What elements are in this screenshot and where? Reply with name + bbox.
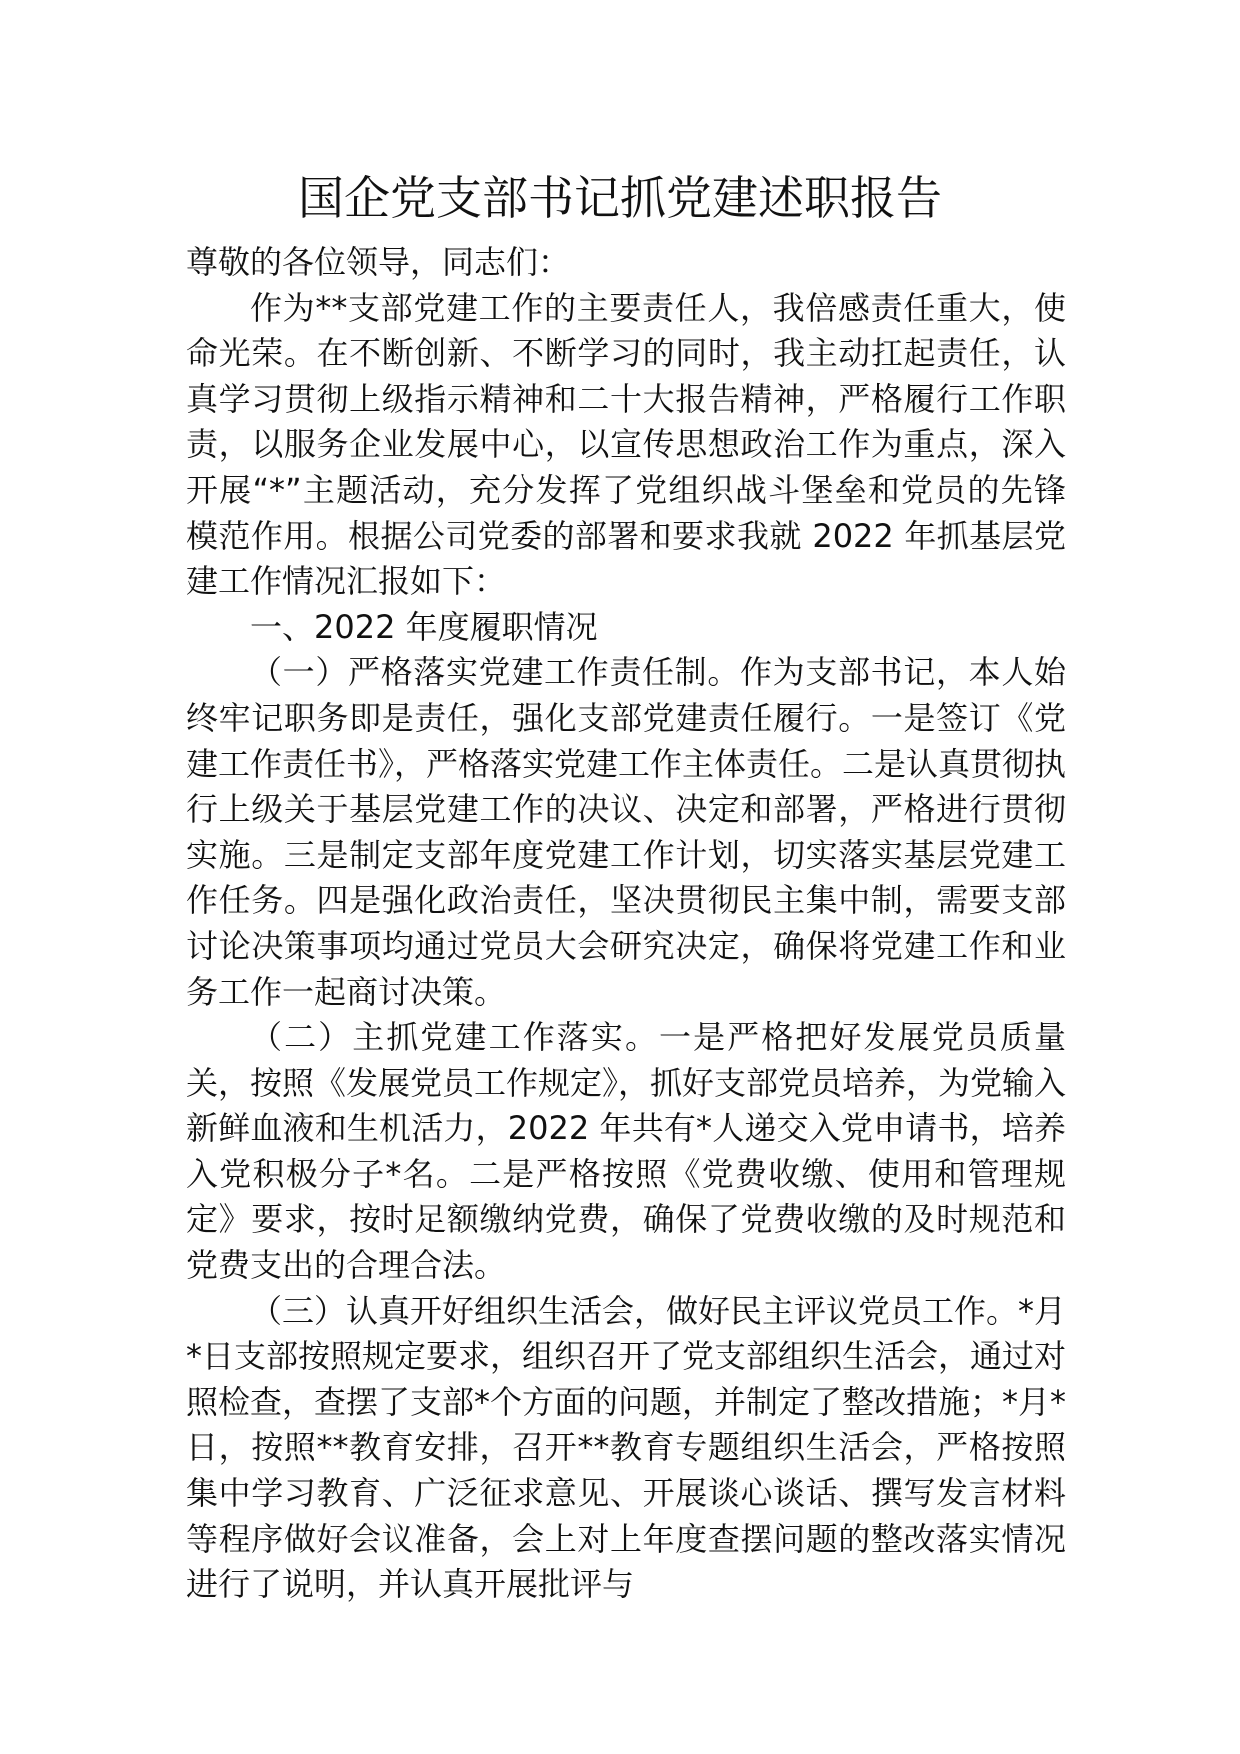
- document-body: [186, 240, 1066, 1608]
- paragraph-item-2: （二）主抓党建工作落实。一是严格把好发展党员质量关，按照《发展党员工作规定》，抓好支部党员培养，为党输入新鲜血液和生机活力，2022 年共有*人递交入党申请书，培养入党积极分子*名。二是严格按照《党费收缴、使用和管理规定》要求，按时足额缴纳党费，确保了党费收缴的及时规范和党费支出的合理合法。: [186, 1018, 1067, 1285]
- document-title: 国企党支部书记抓党建述职报告: [298, 171, 942, 225]
- paragraph-intro: 作为**支部党建工作的主要责任人，我倍感责任重大，使命光荣。在不断创新、不断学习的同时，我主动扛起责任，认真学习贯彻上级指示精神和二十大报告精神，严格履行工作职责，以服务企业发展中心，以宣传思想政治工作为重点，深入开展“*”主题活动，充分发挥了党组织战斗堡垒和党员的先锋模范作用。根据公司党委的部署和要求我就 2022 年抓基层党建工作情况汇报如下：: [186, 288, 1066, 601]
- paragraph-item-1: （一）严格落实党建工作责任制。作为支部书记，本人始终牢记职务即是责任，强化支部党建责任履行。一是签订《党建工作责任书》，严格落实党建工作主体责任。二是认真贯彻执行上级关于基层党建工作的决议、决定和部署，严格进行贯彻实施。三是制定支部年度党建工作计划，切实落实基层党建工作任务。四是强化政治责任，坚决贯彻民主集中制，需要支部讨论决策事项均通过党员大会研究决定，确保将党建工作和业务工作一起商讨决策。: [186, 653, 1067, 1011]
- greeting-line: 尊敬的各位领导，同志们：: [186, 243, 571, 281]
- paragraph-item-3: （三）认真开好组织生活会，做好民主评议党员工作。*月*日支部按照规定要求，组织召开了党支部组织生活会，通过对照检查，查摆了支部*个方面的问题，并制定了整改措施；*月*日，按照**教育安排，召开**教育专题组织生活会，严格按照集中学习教育、广泛征求意见、开展谈心谈话、撰写发言材料等程序做好会议准备，会上对上年度查摆问题的整改落实情况进行了说明，并认真开展批评与: [186, 1291, 1067, 1604]
- section-heading-1: 一、2022 年度履职情况: [250, 607, 598, 646]
